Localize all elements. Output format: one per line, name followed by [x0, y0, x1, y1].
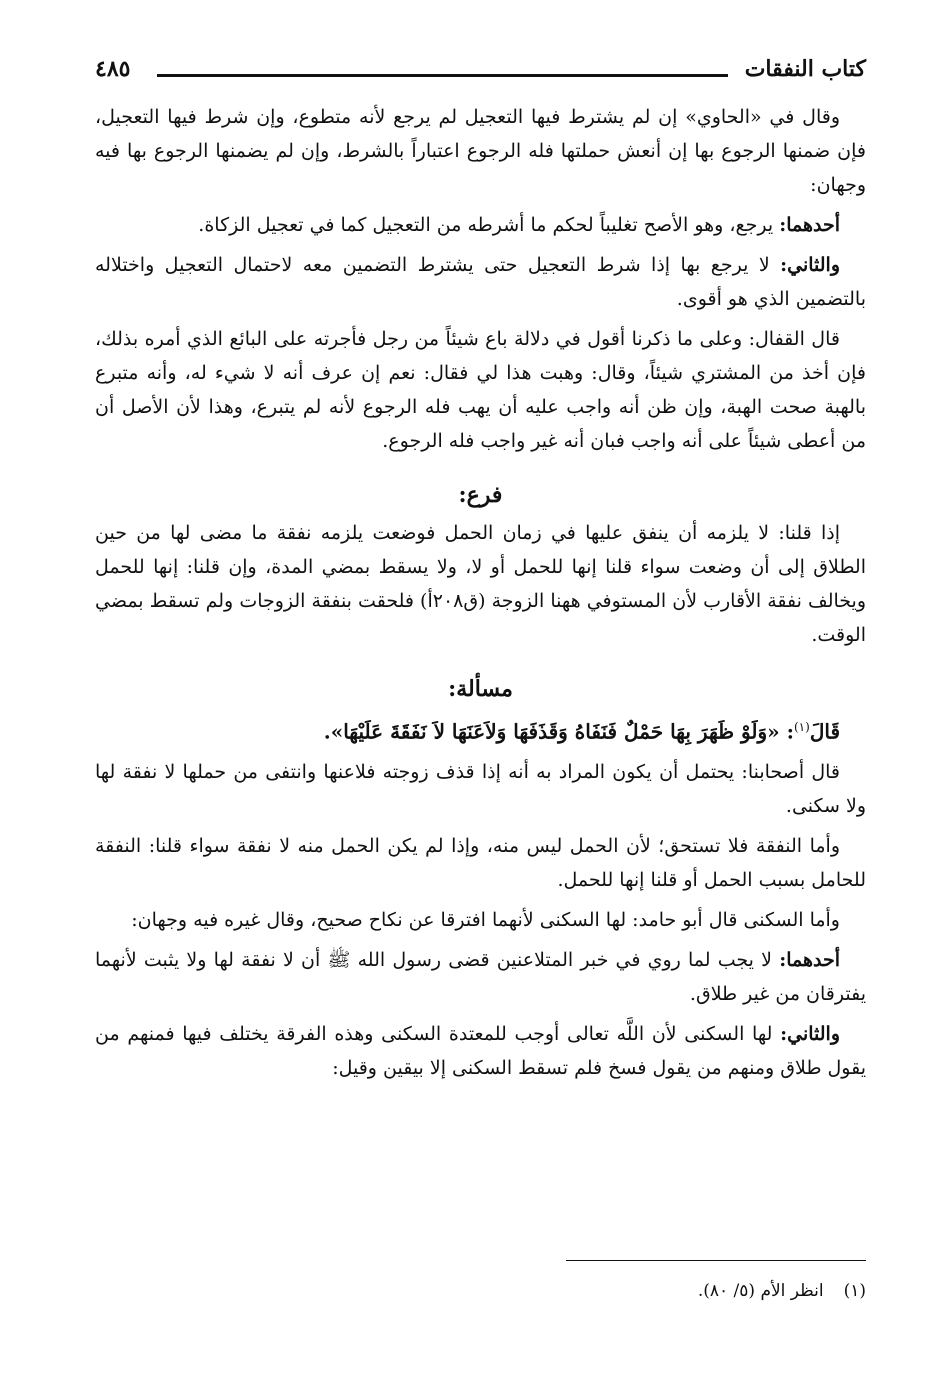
footnote-rule [566, 1260, 866, 1261]
paragraph-9-text: لا يجب لما روي في خبر المتلاعنين قضى رسول الله ﷺ أن لا نفقة لها ولا يثبت لأنهما يفترقان من غير طلاق. [95, 948, 866, 1005]
quote-text: : «وَلَوْ ظَهَرَ بِهَا حَمْلٌ فَنَفَاهُ وَقَذَفَهَا وَلاَعَنَهَا لاَ نَفَقَةَ عَلَيْهَا». [323, 719, 794, 744]
header-rule [157, 74, 728, 77]
paragraph-9 [95, 943, 866, 1011]
paragraph-2-lead: أحدهما: [779, 214, 840, 236]
paragraph-7: وأما النفقة فلا تستحق؛ لأن الحمل ليس منه، وإذا لم يكن الحمل منه لا نفقة سواء قلنا: النفقة للحامل بسبب الحمل أو قلنا إنها للحمل. [95, 834, 866, 891]
paragraph-10-lead: والثاني: [780, 1022, 840, 1045]
quote-paragraph [95, 710, 866, 749]
paragraph-3-lead: والثاني: [780, 254, 840, 276]
footnote [698, 1277, 866, 1305]
paragraph-10-text: لها السكنى لأن اللَّه تعالى أوجب للمعتدة السكنى وهذه الفرقة يختلف فيها فمنهم من يقول طلاق ومنهم من يقول فسخ فلم تسقط السكنى إلا بيقين وقيل: [95, 1022, 866, 1079]
paragraph-2-text: يرجع، وهو الأصح تغليباً لحكم ما أشرطه من التعجيل كما في تعجيل الزكاة. [198, 214, 780, 236]
paragraph-1: وقال في «الحاوي» إن لم يشترط فيها التعجيل لم يرجع لأنه متطوع، وإن شرط فيها التعجيل، فإن ضمنها الرجوع بها إن أنعش حملتها فله الرجوع اعتباراً بالشرط، وإن لم يضمنها الرجوع بها فيه وجهان: [95, 106, 866, 196]
book-title: كتاب النفقات [744, 56, 866, 82]
quote-lead: قَالَ [809, 719, 840, 744]
paragraph-10 [95, 1017, 866, 1085]
paragraph-4: قال القفال: وعلى ما ذكرنا أقول في دلالة باع شيئاً من رجل فأجرته على البائع الذي أمره بذلك، فإن أخذ من المشتري شيئاً، وقال: وهبت هذا لي فقال: نعم إن عرف أنه لا شيء له، وأنه متبرع بالهبة صحت الهبة، وإن ظن أنه واجب عليه أن يهب فله الرجوع لأنه لم يتبرع، وهذا لأن الأصل أن من أعطى شيئاً على أنه واجب فبان أنه غير واجب فله الرجوع. [95, 328, 866, 452]
paragraph-5: إذا قلنا: لا يلزمه أن ينفق عليها في زمان الحمل فوضعت يلزمه نفقة ما مضى لها من حين الطلاق إلى أن وضعت سواء قلنا إنها للحمل أو لا، ولا يسقط بمضي المدة، وإن قلنا: إنها للحمل ويخالف نفقة الأقارب لأن المستوفي ههنا الزوجة (ق٢٠٨أ) فلحقت بنفقة الزوجات ولم تسقط بمضي الوقت. [95, 522, 866, 646]
document-page [95, 52, 866, 1353]
paragraph-6: قال أصحابنا: يحتمل أن يكون المراد به أنه إذا قذف زوجته فلاعنها وانتفى من حملها لا نفقة لها ولا سكنى. [95, 760, 866, 817]
paragraph-2 [95, 208, 866, 242]
heading-far: فرع: [458, 482, 503, 508]
paragraph-8: وأما السكنى قال أبو حامد: لها السكنى لأنهما افترقا عن نكاح صحيح، وقال غيره فيه وجهان: [131, 908, 840, 931]
footnote-text: انظر الأم (٥/ ٨٠). [697, 1281, 824, 1301]
page-number: ٤٨٥ [95, 56, 131, 82]
page-header [95, 52, 866, 92]
footnote-number: (١) [843, 1281, 866, 1301]
paragraph-3-text: لا يرجع بها إذا شرط التعجيل حتى يشترط التضمين معه لاحتمال التعجيل واختلاله بالتضمين الذي هو أقوى. [95, 254, 866, 310]
paragraph-3 [95, 248, 866, 316]
paragraph-9-lead: أحدهما: [779, 948, 840, 971]
heading-masala: مسألة: [448, 676, 513, 702]
footnote-ref: (١) [793, 720, 810, 734]
page-body [95, 100, 866, 1085]
